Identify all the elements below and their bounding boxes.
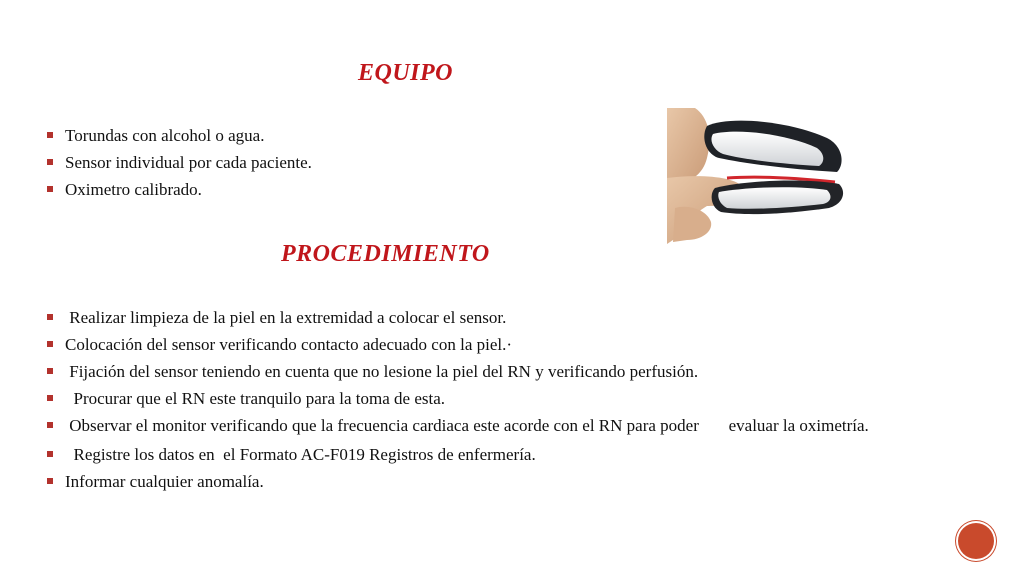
- procedimiento-list: [47, 309, 947, 500]
- procedimiento-heading: PROCEDIMIENTO: [281, 241, 490, 267]
- list-item: Torundas con alcohol o agua.: [47, 127, 607, 145]
- list-item: Colocación del sensor verificando contacto adecuado con la piel.·: [47, 336, 947, 354]
- list-item: Oximetro calibrado.: [47, 181, 607, 199]
- pulse-oximeter-image: [667, 108, 847, 244]
- list-item: Observar el monitor verificando que la frecuencia cardiaca este acorde con el RN para poder evaluar la oximetría.: [47, 417, 947, 435]
- list-item: Fijación del sensor teniendo en cuenta que no lesione la piel del RN y verificando perfusión.: [47, 363, 947, 381]
- slide-number-badge: [958, 523, 994, 559]
- list-item: Registre los datos en el Formato AC-F019 Registros de enfermería.: [47, 446, 947, 464]
- equipo-heading: EQUIPO: [358, 60, 454, 86]
- list-item: Realizar limpieza de la piel en la extremidad a colocar el sensor.: [47, 309, 947, 327]
- list-item: Sensor individual por cada paciente.: [47, 154, 607, 172]
- equipo-list: [47, 127, 607, 208]
- list-item: Procurar que el RN este tranquilo para la toma de esta.: [47, 390, 947, 408]
- list-item: Informar cualquier anomalía.: [47, 473, 947, 491]
